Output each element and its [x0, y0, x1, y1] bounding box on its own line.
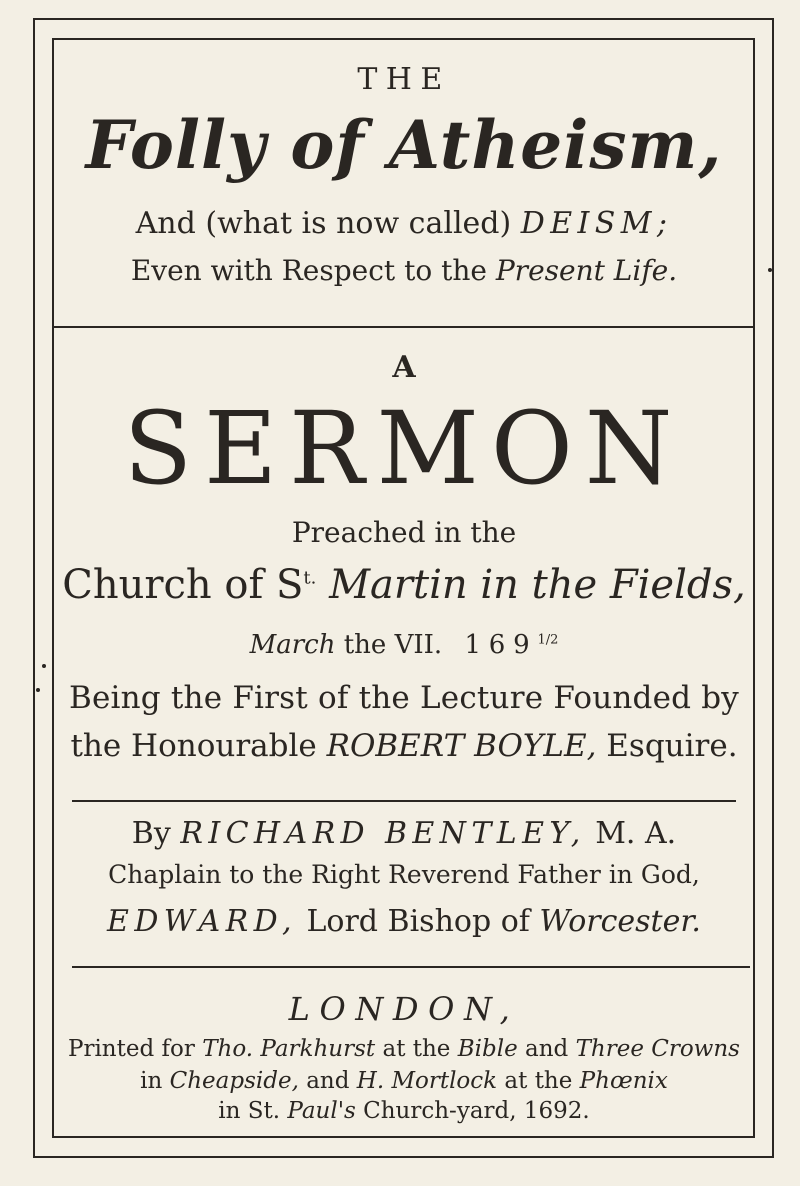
- title-present-life: Present Life.: [495, 254, 678, 287]
- imprint-line-2: [40, 1068, 768, 1094]
- imprint-three-crowns: Three Crowns: [575, 1036, 740, 1062]
- honourable-text: the Honourable: [70, 728, 317, 764]
- sermon-title: SERMON: [123, 390, 685, 507]
- robert-boyle: ROBERT BOYLE,: [326, 728, 597, 764]
- church-line: [40, 562, 768, 608]
- imprint-pauls: Paul's: [287, 1098, 356, 1124]
- title-deism-line: [40, 206, 768, 241]
- author-line: [40, 816, 768, 851]
- imprint-london: LONDON,: [288, 990, 520, 1028]
- bishop-line: [40, 904, 768, 939]
- date-march: March: [249, 630, 336, 660]
- title-respect-text: Even with Respect to the: [130, 254, 487, 287]
- title-deism-text: And (what is now called): [135, 206, 512, 241]
- imprint-line-3: [40, 1098, 768, 1124]
- title-folly-of-atheism: Folly of Atheism,: [85, 106, 723, 184]
- border-inner-bottom: [52, 1136, 755, 1138]
- church-text: Church of S: [62, 562, 304, 608]
- border-outer-top: [33, 18, 773, 20]
- date-year: 169: [464, 630, 538, 660]
- imprint-phoenix: Phœnix: [579, 1068, 668, 1094]
- date-year-fraction: 1/2: [537, 632, 559, 648]
- imprint-bible: Bible: [457, 1036, 518, 1062]
- imprint-line-1: [40, 1036, 768, 1062]
- honourable-line: [40, 728, 768, 764]
- ink-speck: [42, 664, 46, 668]
- imprint-churchyard: Church-yard, 1692.: [363, 1098, 590, 1124]
- imprint-in-st: in St.: [218, 1098, 281, 1124]
- esquire: Esquire.: [606, 728, 738, 764]
- imprint-and-1: and: [525, 1036, 569, 1062]
- bishop-edward: EDWARD,: [107, 904, 297, 939]
- imprint-at-the-2: at the: [504, 1068, 573, 1094]
- author-degree: M. A.: [595, 816, 677, 851]
- title-the: THE: [357, 62, 451, 97]
- imprint-cheapside: Cheapside,: [169, 1068, 299, 1094]
- divider-3: [72, 966, 750, 968]
- chaplain-line: Chaplain to the Right Reverend Father in God,: [108, 860, 700, 889]
- border-outer-bottom: [33, 1156, 774, 1158]
- divider-2: [72, 800, 736, 802]
- date-line: [40, 630, 768, 660]
- church-sup: t.: [303, 567, 317, 589]
- divider-1: [52, 326, 754, 328]
- border-outer-left: [33, 18, 35, 1158]
- preached-in-the: Preached in the: [291, 516, 517, 549]
- imprint-parkhurst: Tho. Parkhurst: [202, 1036, 376, 1062]
- martin-fields: Martin in the Fields,: [329, 562, 746, 608]
- author-name: RICHARD BENTLEY,: [180, 816, 586, 851]
- being-first-lecture: Being the First of the Lecture Founded by: [69, 680, 739, 716]
- imprint-printed-for: Printed for: [67, 1036, 195, 1062]
- title-deism-word: DEISM;: [520, 206, 673, 241]
- ink-speck: [768, 268, 772, 272]
- border-outer-right: [772, 18, 774, 1158]
- ink-speck: [36, 688, 40, 692]
- bishop-worcester: Worcester.: [539, 904, 701, 939]
- author-by: By: [131, 816, 171, 851]
- bishop-lord: Lord Bishop of: [306, 904, 530, 939]
- imprint-at-the-1: at the: [382, 1036, 451, 1062]
- border-inner-top: [52, 38, 754, 40]
- sermon-a: A: [392, 350, 416, 385]
- date-vii: the VII.: [343, 630, 443, 660]
- imprint-in: in: [140, 1068, 163, 1094]
- imprint-and-2: and: [306, 1068, 350, 1094]
- title-present-life-line: [40, 254, 768, 287]
- imprint-mortlock: H. Mortlock: [356, 1068, 498, 1094]
